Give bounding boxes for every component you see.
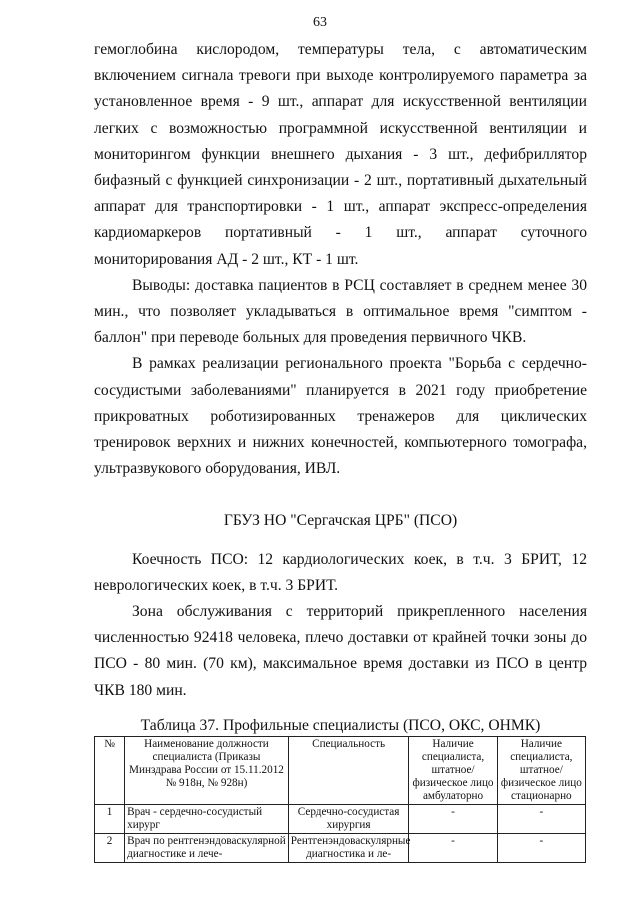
paragraph-regional-project: В рамках реализации регионального проекта "Борьба с сердечно-сосудистыми заболеваниями" планируется в 2021 году приобретение прикроватных роботизированных тренажеров для циклических тренировок верхних и нижних конечностей, компьютерного томографа, ультразвукового оборудования, ИВЛ.: [94, 355, 587, 478]
cell-ambulatory: -: [409, 833, 497, 862]
cell-stationary: -: [497, 804, 585, 833]
cell-ambulatory: -: [409, 804, 497, 833]
cell-stationary: -: [497, 833, 585, 862]
document-body: [94, 37, 587, 863]
cell-position-name: Врач по рентгенэндоваскулярной диагностике и лече-: [125, 833, 289, 862]
paragraph-conclusions: Выводы: доставка пациентов в РСЦ составляет в среднем менее 30 мин., что позволяет укладываться в оптимальное время "симптом - баллон" при переводе больных для проведения первичного ЧКВ.: [94, 276, 587, 347]
cell-number: 1: [95, 804, 125, 833]
header-specialty: Специальность: [288, 736, 409, 804]
table-row: [95, 833, 586, 862]
header-stationary: Наличие специалиста, штатное/физическое лицо стационарно: [497, 736, 585, 804]
spacer: [94, 535, 587, 547]
specialists-table: [94, 736, 586, 863]
paragraph-equipment: гемоглобина кислородом, температуры тела, с автоматическим включением сигнала тревоги при выходе контролируемого параметра за установленное время - 9 шт., аппарат для искусственной вентиляции легких с возможностью программной искусственной вентиляции и мониторингом функции внешнего дыхания - 3 шт., дефибриллятор бифазный с функцией синхронизации - 2 шт., портативный дыхательный аппарат для транспортировки - 1 шт., аппарат экспресс-определения кардиомаркеров портативный - 1 шт., аппарат суточного мониторирования АД - 2 шт., КТ - 1 шт.: [94, 41, 587, 268]
header-ambulatory: Наличие специалиста, штатное/физическое лицо амбулаторно: [409, 736, 497, 804]
cell-specialty: Рентгенэндоваскулярные диагностика и ле-: [288, 833, 409, 862]
header-number: №: [95, 736, 125, 804]
table-header-row: [95, 736, 586, 804]
table-row: [95, 804, 586, 833]
header-position-name: Наименование должности специалиста (Приказы Минздрава России от 15.11.2012 № 918н, № 928н): [125, 736, 289, 804]
cell-specialty: Сердечно-сосудистая хирургия: [288, 804, 409, 833]
cell-number: 2: [95, 833, 125, 862]
paragraph-bed-capacity: Коечность ПСО: 12 кардиологических коек, в т.ч. 3 БРИТ, 12 неврологических коек, в т.ч. 3 БРИТ.: [94, 550, 587, 594]
page-number: 63: [313, 15, 327, 30]
table-title: Таблица 37. Профильные специалисты (ПСО, ОКС, ОНМК): [140, 716, 541, 734]
paragraph-service-zone: Зона обслуживания с территорий прикрепленного населения численностью 92418 человека, плечо доставки от крайней точки зоны до ПСО - 80 мин. (70 км), максимальное время доставки из ПСО в центр ЧКВ 180 мин.: [94, 603, 587, 699]
section-heading: ГБУЗ НО "Сергачская ЦРБ" (ПСО): [223, 512, 458, 530]
cell-position-name: Врач - сердечно-сосудистый хирург: [125, 804, 289, 833]
